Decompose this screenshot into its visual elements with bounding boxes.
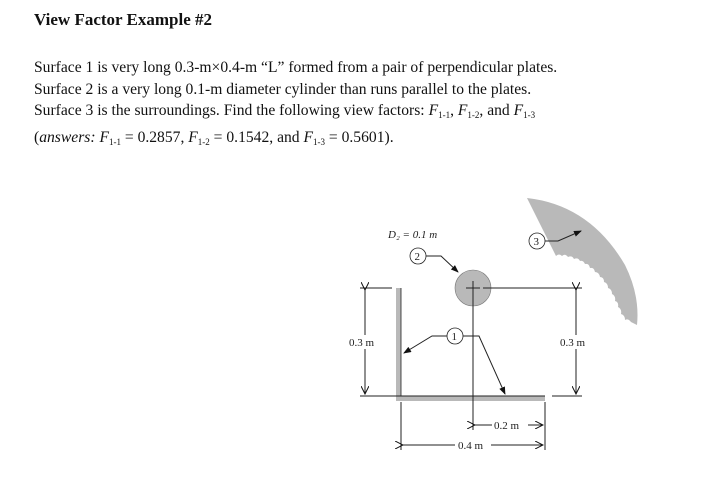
- height-left-label: 0.3 m: [349, 337, 375, 349]
- offset-label: 0.2 m: [494, 420, 520, 432]
- horizontal-plate: [396, 396, 545, 401]
- diameter-label: D₂ = 0.1 m: [388, 229, 438, 241]
- vertical-plate: [396, 288, 401, 400]
- surface-3-label: 3: [533, 236, 539, 248]
- problem-line-2: Surface 2 is a very long 0.1-m diameter cylinder than runs parallel to the plates.: [34, 80, 532, 98]
- page-title: View Factor Example #2: [34, 10, 212, 29]
- surface-2-label: 2: [414, 251, 420, 263]
- surface-1-label: 1: [451, 331, 457, 343]
- problem-line-1: Surface 1 is very long 0.3-m×0.4-m “L” formed from a pair of perpendicular plates.: [34, 59, 558, 76]
- surroundings-surface-3: [527, 198, 638, 325]
- height-right-label: 0.3 m: [560, 337, 586, 349]
- answers-line: (answers: $F_{1-1} = 0.2857$, $F_{1-2} = 0.1542$, and $F_{1-3} = 0.5601$).: [34, 128, 394, 147]
- problem-line-3: Surface 3 is the surroundings. Find the following view factors: $F_{1-1}$, $F_{1-2}$, and $F_{1-3}$: [34, 102, 536, 120]
- width-label: 0.4 m: [458, 440, 484, 452]
